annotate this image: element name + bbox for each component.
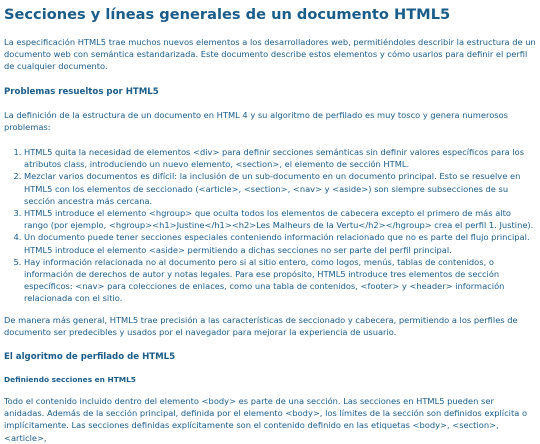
list-item: 1. HTML5 quita la necesidad de elementos <div> para definir secciones semánticas sin definir valores específicos para los atributos class, introduciendo un nuevo elemento, <section>, el elemento de sección HTML. — [24, 146, 536, 170]
page-title: Secciones y líneas generales de un documento HTML5 — [4, 6, 451, 23]
section-heading-algorithm: El algoritmo de perfilado de HTML5 — [4, 352, 176, 363]
list-item: 3. HTML5 introduce el elemento <hgroup> que oculta todos los elementos de cabecera excepto el primero de más alto rango (por ejemplo, <hgroup><h1>Justine</h1><h2>Les Malheurs de la Vertu</h2></hgroup> crea el perfil 1. Justine). — [24, 207, 536, 231]
list-item: 2. Mezclar varios documentos es difícil: la inclusión de un sub-documento en un documento principal. Esto se resuelve en HTML5 con los elementos de seccionado (<article>, <section>, <nav> y <aside>) son siempre subsecciones de su sección ancestra más cercana. — [24, 170, 536, 207]
problems-list — [4, 146, 536, 305]
problems-paragraph: La definición de la estructura de un documento en HTML 4 y su algoritmo de perfilado es muy tosco y genera numerosos problemas: — [4, 109, 508, 132]
list-item: 4. Un documento puede tener secciones especiales conteniendo información relacionado que no es parte del flujo principal. HTML5 introduce el elemento <aside> permitiendo a dichas secciones no ser parte del perfil principal. — [24, 231, 536, 255]
closing-paragraph: De manera más general, HTML5 trae precisión a las características de seccionado y cabecera, permitiendo a los perfiles de documento ser predecibles y usados por el navegador para mejorar la experiencia de usuario. — [4, 314, 518, 337]
list-item: 5. Hay información relacionada no al documento pero si al sitio entero, como logos, menús, tablas de contenidos, o información de derechos de autor y notas legales. Para ese propósito, HTML5 introduce tres elementos de sección específicos: <nav> para colecciones de enlaces, como una tabla de contenidos, <footer> y <header> información relacionada con el sitio. — [24, 256, 536, 305]
sections-paragraph: Todo el contenido incluido dentro del elemento <body> es parte de una sección. Las secciones en HTML5 pueden ser anidadas. Además de la sección principal, definida por el elemento <body>, los límites de la sección son definidos explícita o implícitamente. Las secciones definidas explícitamente son el contenido definido en las etiquetas <body>, <section>, <article>, — [4, 396, 528, 443]
section-heading-problems: Problemas resueltos por HTML5 — [4, 86, 159, 97]
intro-paragraph: La especificación HTML5 trae muchos nuevos elementos a los desarrolladores web, permitiéndoles describir la estructura de un documento web con semántica estandarizada. Este documento describe estos elementos y cómo usarlos para definir el perfil de cualquier documento. — [4, 37, 536, 72]
subsection-heading: Definiendo secciones en HTML5 — [4, 375, 136, 385]
